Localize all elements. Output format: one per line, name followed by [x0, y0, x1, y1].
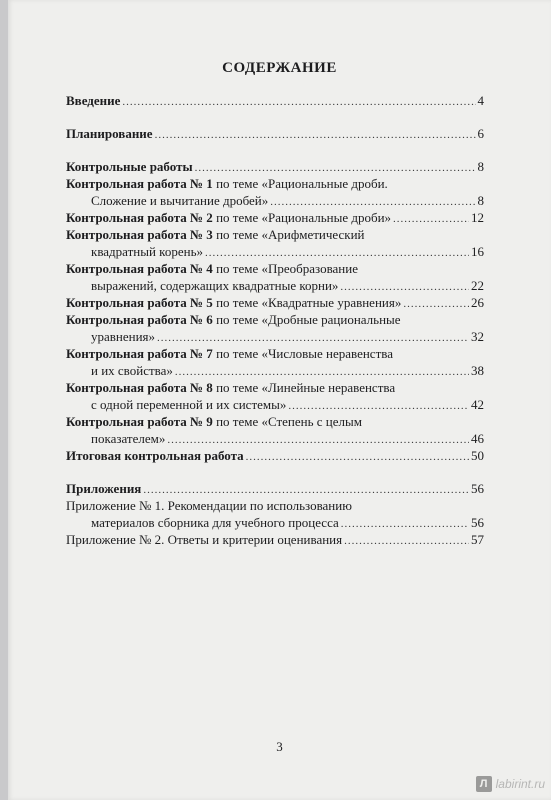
toc-entry-heading: Приложения [66, 481, 142, 496]
toc-entry [66, 413, 484, 447]
toc-entry-text [66, 447, 244, 464]
toc-entry [66, 92, 484, 109]
toc-entry-heading: Введение [66, 93, 121, 108]
toc-entry-text [66, 311, 401, 328]
toc-entry [66, 531, 484, 548]
toc-entry [66, 311, 484, 345]
toc-entry-text [66, 480, 141, 497]
dot-leader [155, 127, 476, 144]
toc-page-number: 4 [477, 93, 484, 108]
toc-entry-text [66, 531, 342, 548]
toc-entry-continuation: выражений, содержащих квадратные корни» [91, 278, 339, 293]
toc-entry-topic: по теме «Степень с целым [212, 414, 362, 429]
toc-entry [66, 345, 484, 379]
toc-gap [66, 142, 484, 158]
toc-entry [66, 125, 484, 142]
toc-entry-heading: Контрольная работа № 1 [66, 176, 213, 191]
dot-leader [341, 516, 469, 533]
dot-leader [403, 296, 469, 313]
toc-page-number: 56 [471, 481, 484, 496]
watermark [476, 776, 545, 792]
toc-entry-heading: Контрольная работа № 8 [66, 380, 213, 395]
toc-page-number: 6 [477, 126, 484, 141]
toc-page-number: 8 [477, 193, 484, 208]
toc-entry-topic: по теме «Арифметический [212, 227, 365, 242]
toc-entry-continuation: показателем» [91, 431, 166, 446]
page-number: 3 [276, 739, 283, 754]
toc-entry-topic: по теме «Квадратные уравнения» [212, 295, 402, 310]
toc-entry-text [66, 294, 401, 311]
toc-entry-text [66, 413, 362, 430]
toc-page-number: 38 [471, 363, 484, 378]
toc-entry-heading: Контрольная работа № 7 [66, 346, 213, 361]
toc-entry-text [66, 226, 365, 243]
dot-leader [122, 94, 475, 111]
toc-entry-continuation: уравнения» [91, 329, 156, 344]
toc-entry-text [66, 209, 391, 226]
toc-entry [66, 497, 484, 531]
dot-leader [246, 449, 469, 466]
toc-gap [66, 109, 484, 125]
toc-entry-heading: Контрольные работы [66, 159, 193, 174]
toc-entry-text [66, 260, 358, 277]
toc-entry-topic: по теме «Рациональные дроби. [212, 176, 388, 191]
table-of-contents [66, 92, 484, 548]
toc-page-number: 32 [471, 329, 484, 344]
toc-page-number: 57 [471, 532, 484, 547]
toc-page-number: 56 [471, 515, 484, 530]
toc-entry-heading: Итоговая контрольная работа [66, 448, 244, 463]
toc-entry-text [66, 125, 153, 142]
toc-entry [66, 226, 484, 260]
toc-entry-heading: Планирование [66, 126, 153, 141]
labirint-logo-icon: Л [476, 776, 492, 792]
toc-page-number: 46 [471, 431, 484, 446]
toc-page-number: 8 [477, 159, 484, 174]
toc-entry-text [66, 158, 193, 175]
toc-entry-continuation: материалов сборника для учебного процесса [91, 515, 339, 530]
dot-leader [344, 533, 469, 550]
toc-entry [66, 209, 484, 226]
toc-entry [66, 480, 484, 497]
toc-entry-topic: по теме «Дробные рациональные [212, 312, 401, 327]
dot-leader [393, 211, 469, 228]
toc-entry [66, 260, 484, 294]
toc-entry-topic: по теме «Преобразование [212, 261, 358, 276]
toc-entry-heading: Контрольная работа № 9 [66, 414, 213, 429]
toc-entry-continuation: Сложение и вычитание дробей» [91, 193, 269, 208]
toc-entry-topic: по теме «Линейные неравенства [212, 380, 396, 395]
toc-page-number: 12 [471, 210, 484, 225]
toc-entry-continuation: с одной переменной и их системы» [91, 397, 287, 412]
toc-entry-heading: Контрольная работа № 2 [66, 210, 213, 225]
toc-entry-continuation: квадратный корень» [91, 244, 203, 259]
toc-entry-continuation: и их свойства» [91, 363, 173, 378]
toc-entry-text [66, 175, 388, 192]
toc-page-number: 16 [471, 244, 484, 259]
toc-entry-heading: Контрольная работа № 6 [66, 312, 213, 327]
toc-entry [66, 158, 484, 175]
page-title: СОДЕРЖАНИЕ [222, 60, 337, 76]
toc-entry-heading: Контрольная работа № 5 [66, 295, 213, 310]
toc-entry [66, 447, 484, 464]
toc-entry-topic: Приложение № 1. Рекомендации по использованию [66, 498, 352, 513]
toc-page-number: 50 [471, 448, 484, 463]
document-page [8, 0, 551, 800]
toc-entry-topic: Приложение № 2. Ответы и критерии оценивания [66, 532, 343, 547]
toc-page-number: 42 [471, 397, 484, 412]
toc-entry-text [66, 497, 352, 514]
toc-entry-text [66, 92, 120, 109]
toc-entry [66, 294, 484, 311]
toc-entry-text [66, 379, 395, 396]
toc-entry-heading: Контрольная работа № 3 [66, 227, 213, 242]
toc-entry [66, 175, 484, 209]
toc-entry-topic: по теме «Числовые неравенства [212, 346, 393, 361]
toc-entry-text [66, 345, 393, 362]
toc-entry-heading: Контрольная работа № 4 [66, 261, 213, 276]
toc-entry-topic: по теме «Рациональные дроби» [212, 210, 392, 225]
watermark-text: labirint.ru [495, 777, 545, 791]
toc-gap [66, 464, 484, 480]
toc-page-number: 22 [471, 278, 484, 293]
toc-page-number: 26 [471, 295, 484, 310]
toc-entry [66, 379, 484, 413]
